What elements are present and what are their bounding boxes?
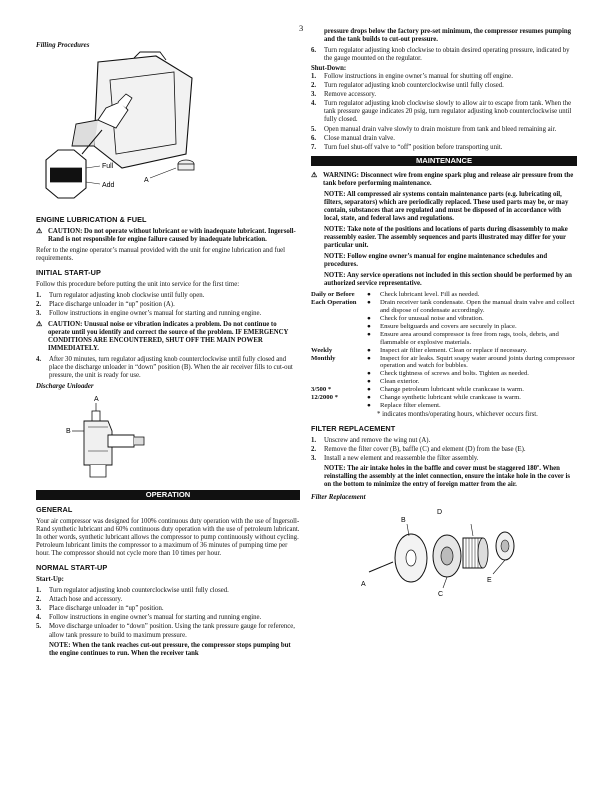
bullet-icon: ● [367, 322, 371, 330]
maintenance-note: NOTE: Follow engine owner’s manual for engine maintenance schedules and procedures. [324, 253, 548, 269]
bullet-icon: ● [367, 291, 371, 299]
list-item: 1. Turn regulator adjusting knob clockwise until fully open. [36, 292, 205, 300]
warning-triangle-icon: ⚠ [36, 228, 43, 236]
figure-caption-filter: Filter Replacement [311, 494, 366, 502]
startup-label: Start-Up: [36, 576, 64, 584]
list-item: 7. Turn fuel shut-off valve to “off” position before transporting unit. [311, 143, 503, 151]
list-item: 3. Follow instructions in engine owner’s manual for starting and running engine. [36, 310, 262, 318]
shutdown-label: Shut-Down: [311, 65, 347, 73]
list-item: 4. Follow instructions in engine owner’s manual for starting and running engine. [36, 614, 262, 622]
figure-caption-unloader: Discharge Unloader [36, 382, 94, 390]
bullet-icon: ● [367, 299, 371, 307]
list-item: 2. Remove the filter cover (B), baffle (C) and element (D) from the base (E). [311, 446, 526, 453]
warning-disconnect-text: WARNING: Disconnect wire from engine spark plug and release air pressure from the tank before performing maintenance. [323, 171, 574, 187]
table-row: Monthly ● Inspect for air leaks. Squirt soapy water around joints during compressor operation and watch for bubbles. [311, 354, 575, 370]
filter-label-b: B [401, 517, 406, 525]
list-item: 2. Turn regulator adjusting knob counterclockwise until fully closed. [311, 82, 504, 90]
list-item: 6. Close manual drain valve. [311, 134, 395, 142]
warning-triangle-icon: ⚠ [311, 171, 318, 179]
figure-caption-filling: Filling Procedures [36, 42, 90, 49]
table-row: ● Clean exterior. [367, 378, 420, 386]
table-row: ● Ensure area around compressor is free from rags, tools, debris, and flammable or explosive materials. [367, 330, 559, 346]
list-item: 1. Turn regulator adjusting knob counterclockwise until fully closed. [36, 587, 229, 595]
list-item: 6. Turn regulator adjusting knob clockwise to obtain desired operating pressure, indicated by the gauge mounted on the regulator. [311, 47, 570, 63]
list-item: 4. Turn regulator adjusting knob clockwise slowly to allow air to escape from tank. When the tank pressure gauge indicates 20 psig, turn regulator adjusting knob counterclockwise until fully closed. [311, 100, 572, 124]
table-row: ● Check for unusual noise and vibration. [367, 314, 484, 322]
unloader-label-a: A [94, 395, 99, 403]
table-row: 12/2000 * ● Change synthetic lubricant while crankcase is warm. [311, 394, 521, 402]
bullet-icon: ● [367, 354, 371, 362]
filter-label-c: C [438, 591, 444, 599]
bullet-icon: ● [367, 401, 371, 409]
schedule-footnote: * indicates months/operating hours, whichever occurs first. [377, 410, 538, 418]
list-item: 5. Move discharge unloader to “down” position. Using the tank pressure gauge for reference, allow tank pressure to build to maximum pressure. [36, 623, 295, 639]
filter-replacement-illustration [311, 502, 577, 602]
warning-triangle-icon: ⚠ [36, 320, 43, 328]
table-row: Daily or Before Each Operation ● Check lubricant level. Fill as needed. [311, 291, 480, 307]
list-item: 1. Follow instructions in engine owner’s manual for shutting off engine. [311, 73, 513, 81]
table-row: ● Ensure beltguards and covers are securely in place. [367, 322, 517, 330]
lube-text: Refer to the engine operator’s manual provided with the unit for engine lubrication and fuel requirements. [36, 247, 286, 263]
warning-disconnect [311, 172, 577, 188]
right-column [311, 28, 577, 602]
bullet-icon: ● [367, 378, 371, 386]
list-item: 4. After 30 minutes, turn regulator adjusting knob counterclockwise until fully closed and place the discharge unloader in “down” position (B). When the air receiver fills to cut-out pressure, the unit is ready for use. [36, 355, 293, 379]
table-row: ● Check tightness of screws and bolts. Tighten as needed. [367, 370, 529, 378]
startup-step-6 [311, 47, 577, 63]
section-bar-operation: OPERATION [36, 490, 300, 500]
heading-general: GENERAL [36, 504, 73, 514]
discharge-unloader-illustration [36, 391, 300, 486]
startup-intro: Follow this procedure before putting the unit into service for the first time: [36, 281, 240, 289]
label-a: A [144, 177, 149, 185]
list-item: 1. Unscrew and remove the wing nut (A). [311, 436, 431, 444]
maintenance-schedule-table [311, 291, 577, 410]
left-column [36, 42, 300, 658]
bullet-icon: ● [367, 330, 371, 338]
filter-label-a: A [361, 581, 366, 589]
section-bar-maintenance: MAINTENANCE [311, 156, 577, 166]
caution-noise [36, 321, 300, 353]
discharge-unloader-figure [36, 391, 300, 486]
label-full: Full [102, 163, 114, 171]
filter-label-e: E [487, 577, 492, 585]
startup-step-4 [36, 356, 300, 380]
list-item: 5. Open manual drain valve slowly to drain moisture from tank and bleed remaining air. [311, 125, 557, 133]
startup-note: NOTE: When the tank reaches cut-out pressure, the compressor stops pumping but the engine continues to run. When the receiver tank [49, 641, 291, 657]
bullet-icon: ● [367, 314, 371, 322]
startup-steps [36, 292, 300, 318]
list-item: 2. Place discharge unloader in “up” position (A). [36, 301, 175, 309]
maintenance-note: NOTE: Any service operations not included in this section should be performed by an authorized service representative. [324, 272, 572, 288]
filter-label-d: D [437, 509, 443, 517]
general-text: Your air compressor was designed for 100% continuous duty operation with the use of Ingersoll-Rand synthetic lubricant and 60% continuous duty operation with the use of petroleum lubricant. In other words, synthetic lubricant allows the compressor to pump continuously without cycling. Petroleum lubricant limits the compressor to a maximum of 36 minutes of pumping time per hour. The compressor should not cycle more than 10 times per hour. [36, 517, 300, 558]
unloader-label-b: B [66, 427, 71, 435]
list-item: 3. Place discharge unloader in “up” position. [36, 605, 164, 613]
caution-lubricant [36, 228, 300, 244]
bullet-icon: ● [367, 386, 371, 394]
list-item: 3. Install a new element and reassemble the filter assembly. [311, 455, 479, 463]
list-item: 3. Remove accessory. [311, 91, 377, 99]
filter-steps [311, 437, 577, 463]
startup-note-continued: pressure drops below the factory pre-set minimum, the compressor resumes pumping and the tank builds to cut-out pressure. [324, 28, 572, 44]
table-row: 3/500 * ● Change petroleum lubricant while crankcase is warm. [311, 386, 524, 394]
table-row: ● Drain receiver tank condensate. Open the manual drain valve and collect and dispose of condensate accordingly. [367, 299, 575, 315]
filling-procedures-figure [36, 50, 300, 210]
heading-normal-startup: NORMAL START-UP [36, 563, 108, 573]
filter-replacement-figure [311, 502, 577, 602]
heading-initial-startup: INITIAL START-UP [36, 268, 101, 278]
caution-noise-text: CAUTION: Unusual noise or vibration indicates a problem. Do not continue to operate until you identify and correct the source of the problem. IF EMERGENCY CONDITIONS ARE ENCOUNTERED, SHUT OFF THE MAIN POWER IMMEDIATELY. [48, 320, 289, 352]
heading-filter-replacement: FILTER REPLACEMENT [311, 423, 396, 433]
shutdown-steps [311, 73, 577, 151]
filter-note: NOTE: The air intake holes in the baffle and cover must be staggered 180º. When reinstalling the assembly at the inlet connection, ensure the intake hole in the cover is on the bottom to minimize the entry of foreign matter from the air. [324, 465, 571, 489]
filling-procedures-illustration [36, 50, 300, 210]
table-row: Weekly ● Inspect air filter element. Clean or replace if necessary. [311, 346, 528, 354]
maintenance-note: NOTE: Take note of the positions and locations of parts during disassembly to make reassembly easier. The assembly sequences and parts illustrated may differ for your particular unit. [324, 225, 568, 250]
maintenance-note: NOTE: All compressed air systems contain maintenance parts (e.g. lubricating oil, filters, separators) which are periodically replaced. These used parts may be, or may contain, substances that are regulated and must be disposed of in accordance with local, state, and federal laws and regulations. [324, 190, 569, 222]
list-item: 2. Attach hose and accessory. [36, 596, 123, 604]
bullet-icon: ● [367, 370, 371, 378]
caution-lubricant-text: CAUTION: Do not operate without lubricant or with inadequate lubricant. Ingersoll-Rand is not responsible for engine failure caused by inadequate lubrication. [48, 228, 296, 244]
heading-engine-lubrication: ENGINE LUBRICATION & FUEL [36, 215, 147, 225]
bullet-icon: ● [367, 346, 371, 354]
bullet-icon: ● [367, 394, 371, 402]
table-row: ● Replace filter element. [367, 401, 441, 409]
page-number: 3 [299, 23, 304, 33]
label-add: Add [102, 182, 115, 190]
normal-startup-steps [36, 587, 300, 639]
